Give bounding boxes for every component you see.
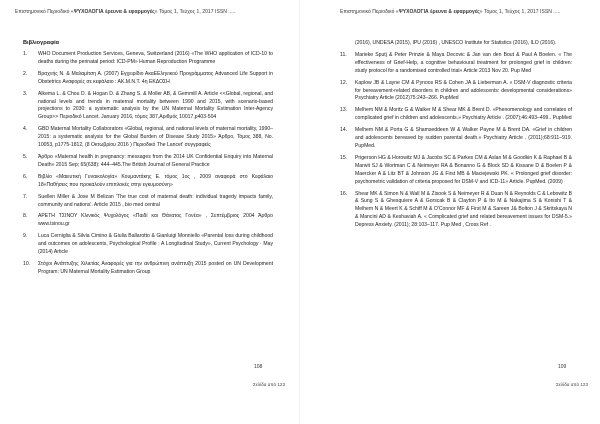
reference-item [340, 155, 572, 187]
reference-text: Άρθρο «Maternal health in pregnancy: messages from the 2014 UK Confidential Enquiry into Maternal Death» 2015 Sep; 65(638): 444–445.The British Journal of General Practice [38, 153, 273, 168]
reference-item [340, 127, 572, 151]
reference-item [23, 51, 273, 67]
reference-number: 4. [23, 126, 28, 133]
running-head-prefix: Επιστημονικό Περιοδικό « [340, 9, 399, 15]
reference-list [23, 51, 273, 281]
page-number: 109 [558, 364, 567, 370]
reference-number: 16. [340, 190, 348, 197]
reference-number: 6. [23, 173, 28, 180]
reference-text: Shear MK & Simon N & Wall M & Zisook S & Neimeyer R & Duan N & Reynolds C & Lebowitz B & Sung S & Ghesquiere A & Gorscak B & Clayton P & Ito M & Nakajima S & Konishi T & Melhem N & Meert K & Schiff M & O'Connor MF & First M & Sareen J& Bolton J & Skritskaya N & Mancini AD & Keshaviah A. « Complicated grief and related bereavement issues for DSM-5.» Depress Anxiety. (2011); 28:103–117. Pup Med , Cross Ref . [355, 190, 572, 229]
journal-title: ΨΥΧΟΛΟΓΙΑ έρευνα & εφαρμογές [398, 9, 480, 15]
page-count: Σελίδα από 123 [556, 382, 589, 387]
reference-item [23, 261, 273, 277]
reference-number: 15. [340, 154, 348, 161]
reference-item [23, 174, 273, 190]
running-head-suffix: » Τόμος 1, Τεύχος 1, 2017 ISSN ..... [154, 9, 236, 15]
reference-item [340, 52, 572, 76]
reference-number: 11. [340, 51, 347, 58]
reference-text: Στόχοι Ανάπτυξης Χιλιετίας Αναφορές για την ανθρώπινη ανάπτυξη 2015 posted on UN Development Program: UN Maternal Mortality Estimation Group [38, 260, 273, 275]
reference-text: Suellen Miller & Jose M Belizan 'The true cost of maternal death: individual tragedy impacts family, community and nations'. Article 2015 , bio med central [38, 193, 273, 208]
reference-item [340, 80, 572, 104]
section-title: Βιβλιογραφία [23, 40, 60, 46]
reference-number: 12. [340, 79, 348, 86]
reference-text: Luca Cerniglia & Silvia Cimino & Giulia Ballarotto & Gianluigi Monniello «Parental loss during childhood and outcomes on adolescents, Psychological Profile : A Longitudinal Study», Current Psychology · May (2014) Article [38, 233, 273, 256]
reference-text: Βιβλίο «Μαιευτική Γυναικολογία» Κουμαντάκης Ε. τόμος 1ος , 2009 αναφορά στο Κεφάλαιο 18«Παθήσεις που προκαλούν επιπλοκές στην εγκυμοσύνη» [38, 173, 273, 188]
reference-item [23, 233, 273, 257]
reference-item [23, 154, 273, 170]
reference-number: 8. [23, 213, 28, 220]
reference-text: GBD Maternal Mortality Collaborators «Global, regional, and national levels of maternal mortality, 1990–2015: a systematic analysis for the Global Burden of Disease Study 2015» Άρθρο, Τόμος 388, No. 10053, p1775-1812, (8 Οκτωβρίου 2016 ) Περιοδικό The Lancet' συγγραφείς [38, 126, 273, 149]
reference-number: 2. [23, 70, 28, 77]
reference-item [340, 40, 572, 48]
reference-number: 5. [23, 153, 28, 160]
journal-title: ΨΥΧΟΛΟΓΙΑ έρευνα & εφαρμογές [73, 9, 155, 15]
reference-number: 7. [23, 193, 28, 200]
reference-text: Βραχνής Ν. & Μαλαμίτση Α. (2007) Εγχειρίδιο ΑκαΕΕληνικού Προγράμματος Advanced Life Support in Obstetrics Αναφορές σε κεφάλαιο : ΑΚ.Μ.Ν.Τ. 4η ΕΚΔΟΣΗ [38, 70, 273, 85]
page-count: Σελίδα από 123 [253, 382, 286, 387]
running-head [340, 9, 561, 15]
right-page [300, 0, 600, 424]
reference-text: Marieke Sputj & Peter Prinzie & Maya Deсovic & Jan van den Bout & Paul A Boelen. « The effectiveness of Grief-Help, a cognitive behavioural treatment for prolonged grief in children: study protocol for a randomised controlled trial» Article 2013 Nov 20. Pup Med [355, 51, 572, 74]
reference-item [23, 213, 273, 229]
reference-item [340, 107, 572, 123]
reference-text: (2016), UNDESA (2015), IPU (2016) , UNESCO Institute for Statistics (2016), ILO (2016). [355, 40, 557, 46]
reference-number: 14. [340, 127, 348, 134]
reference-text: ΑΡΕΤΗ ΤΣΙΝΟΥ Κλινικός Ψυχολόγος «Παιδί και Θάνατος Γονέα» , Σεπτέμβριος 2004 Άρθρο www.tsinou.gr [38, 213, 273, 228]
reference-text: Alkema L. & Chou D. & Hogan D. & Zhang S. & Moller AB, & Gemmill A. Article <<Global, regional, and national levels and trends in maternal mortality between 1990 and 2015, with scenario-based projections to 2030: a systematic analysis by the UN Maternal Mortality Estimation Inter-Agency Group>> Περιοδικό Lancet. January 2016, τόμος 387,Αριθμός 10017,p403-504 [38, 90, 273, 121]
reference-text: Melhem NM & Porta G & Shamseddeen W & Walker Payne M & Brent DA. «Grief in children and adolescents bereaved by sudden parental death.» Psychiatry Article . (2011);68:911–919. PupMed. [355, 127, 572, 149]
reference-item [23, 194, 273, 210]
reference-item [23, 126, 273, 150]
reference-number: 13. [340, 107, 348, 114]
reference-number: 3. [23, 90, 28, 97]
reference-number: 10. [23, 260, 31, 267]
reference-number: 1. [23, 51, 28, 57]
reference-text: Prigerson HG & Horowitz MJ & Jacobs SC & Parkes CM & Aslan M & Goodkin K & Raphael B & Marwit SJ & Wortman C & Neimeyer RA & Bonanno G & Block SD & Kissane D & Boelen P & Maercker A & Litz BT & Johnson JG & First MB & Maciejewski PK. « Prolonged grief disorder: psychometric validation of criteria proposed for DSM-V and ICD-11» Article. PupMed. (2009) [355, 154, 572, 185]
reference-list [340, 40, 572, 234]
reference-item [23, 71, 273, 87]
running-head [15, 9, 236, 15]
reference-item [23, 91, 273, 123]
running-head-suffix: » Τόμος 1, Τεύχος 1, 2017 ISSN ..... [479, 9, 561, 15]
page-number: 108 [254, 364, 263, 370]
reference-text: Kaplow JB & Layne CM & Pynoos RS & Cohen JA & Lieberman A. « DSM-V diagnostic criteria for bereavement-related disorders in children and adolescents: developmental considerations» Psychiatry Article (2012)75:243–266. PupMed [355, 79, 572, 102]
reference-number: 9. [23, 233, 28, 240]
reference-text: WHO Document Production Services, Geneva, Switzerland (2016) «The WHO application of ICD-10 to deaths during the perinatal period: ICD-PM» Human Reproduction Programme [38, 51, 273, 65]
reference-text: Melhem NM & Moritz G & Walker M & Shear MK & Brent D. «Phenomenology and correlates of complicated grief in children and adolescents.» Psychiatry Article . (2007);46:493–499.. PupMed [355, 107, 572, 122]
running-head-prefix: Επιστημονικό Περιοδικό « [15, 9, 74, 15]
reference-item [340, 191, 572, 231]
